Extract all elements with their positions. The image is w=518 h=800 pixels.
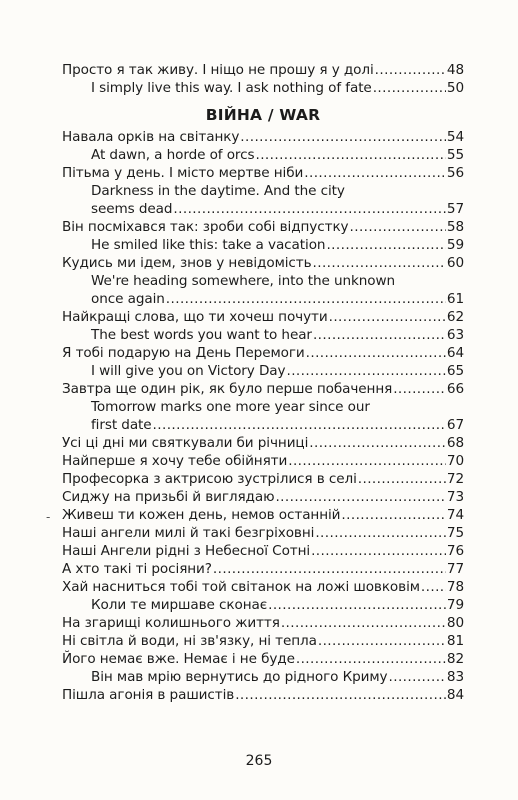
dot-leader [309, 434, 446, 452]
toc-entry-leader-line [62, 470, 464, 488]
toc-entry-leader-line [91, 416, 464, 434]
toc-entry-title: Найкращі слова, що ти хочеш почути [62, 309, 328, 325]
toc-entry-page-number: 70 [446, 453, 464, 469]
toc-entry-page-number: 48 [446, 62, 464, 78]
section-heading: ВІЙНА / WAR [205, 106, 321, 124]
toc-entry [62, 524, 464, 542]
dot-leader [311, 542, 446, 560]
toc-entry-title: The best words you want to hear [91, 327, 312, 343]
toc-entry-leader-line [62, 524, 464, 542]
toc-entry [62, 164, 464, 182]
toc-entry-title: Кудись ми ідем, знов у невідомість [62, 255, 312, 271]
dot-leader [373, 79, 446, 97]
toc-entry-page-number: 80 [446, 615, 464, 631]
toc-entry-leader-line [62, 308, 464, 326]
toc-entry-leader-line [62, 632, 464, 650]
toc-entry-title: Ні світла й води, ні зв'язку, ні тепла [62, 633, 317, 649]
toc-entry-leader-line [62, 61, 464, 79]
dot-leader [393, 380, 446, 398]
toc-entry-page-number: 58 [446, 219, 464, 235]
toc-entry [62, 128, 464, 146]
dot-leader [315, 524, 446, 542]
toc-entry [62, 146, 464, 164]
toc-entry-page-number: 54 [446, 129, 464, 145]
dot-leader [313, 326, 446, 344]
toc-entry [62, 542, 464, 560]
toc-entry-title: seems dead [91, 201, 173, 217]
toc-entry-leader-line [91, 236, 464, 254]
toc-entry-page-number: 66 [446, 381, 464, 397]
toc-entry [62, 308, 464, 326]
toc-entry-title: Професорка з актрисою зустрілися в селі [62, 471, 357, 487]
toc-entry [62, 272, 464, 308]
toc-entry-title: Навала орків на світанку [62, 129, 240, 145]
toc-entry-page-number: 56 [446, 165, 464, 181]
toc-entry-title: Усі ці дні ми святкували би річниці [62, 435, 309, 451]
toc-entry-leader-line [91, 79, 464, 97]
toc-entry-title: Він мав мрію вернутись до рідного Криму [91, 669, 388, 685]
toc-entry-page-number: 68 [446, 435, 464, 451]
dot-leader [173, 200, 445, 218]
dot-leader [341, 506, 445, 524]
toc-entry-page-number: 57 [446, 201, 464, 217]
dot-leader [296, 650, 446, 668]
toc-entry [62, 506, 464, 524]
toc-entry-page-number: 60 [446, 255, 464, 271]
toc-entry-title: Наші ангели милі й такі безгріховні [62, 525, 315, 541]
toc-entry-page-number: 63 [446, 327, 464, 343]
dot-leader [255, 146, 445, 164]
toc-entry-leader-line [62, 488, 464, 506]
toc-entry-leader-line [62, 128, 464, 146]
margin-mark: - [46, 510, 51, 524]
dot-leader [318, 632, 446, 650]
toc-entry-title: Найперше я хочу тебе обійняти [62, 453, 288, 469]
table-of-contents [62, 61, 464, 704]
toc-entry-leader-line [62, 344, 464, 362]
toc-entry [62, 614, 464, 632]
toc-entry-page-number: 59 [446, 237, 464, 253]
toc-entry [62, 79, 464, 97]
toc-entry-page-number: 73 [446, 489, 464, 505]
dot-leader [153, 416, 446, 434]
toc-entry-page-number: 79 [446, 597, 464, 613]
toc-entry-leader-line [91, 290, 464, 308]
toc-entry [62, 434, 464, 452]
toc-entry-title: Він посміхався так: зроби собі відпустку [62, 219, 349, 235]
toc-entry [62, 380, 464, 398]
toc-entry-page-number: 61 [446, 291, 464, 307]
toc-entry-title: I will give you on Victory Day [91, 363, 286, 379]
toc-entry [62, 61, 464, 79]
toc-entry-leader-line [62, 434, 464, 452]
toc-entry [62, 218, 464, 236]
dot-leader [350, 218, 446, 236]
toc-entry-title: Коли те миршаве сконає [91, 597, 268, 613]
toc-entry-title: Живеш ти кожен день, немов останній [62, 507, 341, 523]
toc-entry [62, 596, 464, 614]
toc-entry-page-number: 64 [446, 345, 464, 361]
dot-leader [235, 686, 446, 704]
dot-leader [375, 61, 446, 79]
toc-entry [62, 398, 464, 434]
toc-entry-leader-line [62, 452, 464, 470]
toc-entry-title: На згарищі колишнього життя [62, 615, 280, 631]
dot-leader [213, 560, 446, 578]
toc-entry-title: At dawn, a horde of orcs [91, 147, 255, 163]
toc-entry [62, 578, 464, 596]
toc-entry-page-number: 67 [446, 417, 464, 433]
toc-entry-leader-line [62, 218, 464, 236]
toc-entry-leader-line [62, 686, 464, 704]
toc-entry-title: Сиджу на призьбі й виглядаю [62, 489, 275, 505]
toc-entry-title: Завтра ще один рік, як було перше побачення [62, 381, 393, 397]
toc-entry-title: Просто я так живу. І ніщо не прошу я у долі [62, 62, 374, 78]
toc-entry-leader-line [91, 668, 464, 686]
toc-entry-leader-line [62, 506, 464, 524]
dot-leader [166, 290, 446, 308]
toc-entry-leader-line [62, 380, 464, 398]
toc-entry-title: Його немає вже. Немає і не буде [62, 651, 295, 667]
toc-entry-leader-line [62, 560, 464, 578]
toc-entry [62, 182, 464, 218]
toc-entry-page-number: 72 [446, 471, 464, 487]
toc-entry-page-number: 84 [446, 687, 464, 703]
dot-leader [326, 236, 445, 254]
toc-entry [62, 560, 464, 578]
toc-entry-title: first date [91, 417, 152, 433]
toc-entry-title: Я тобі подарую на День Перемоги [62, 345, 305, 361]
dot-leader [275, 488, 445, 506]
toc-entry [62, 254, 464, 272]
toc-entry [62, 488, 464, 506]
toc-entry-page-number: 82 [446, 651, 464, 667]
toc-entry-leader-line [62, 542, 464, 560]
dot-leader [304, 164, 446, 182]
toc-entry-title-line: We're heading somewhere, into the unknown [91, 273, 396, 289]
toc-entry-leader-line [62, 254, 464, 272]
toc-entry-page-number: 78 [446, 579, 464, 595]
dot-leader [240, 128, 446, 146]
toc-entry [62, 362, 464, 380]
toc-entry [62, 452, 464, 470]
toc-entry-leader-line [91, 200, 464, 218]
toc-entry-title: once again [91, 291, 165, 307]
toc-entry-title-line: Darkness in the daytime. And the city [91, 183, 345, 199]
toc-entry-page-number: 74 [446, 507, 464, 523]
toc-entry-leader-line [62, 614, 464, 632]
dot-leader [281, 614, 446, 632]
toc-entry [62, 326, 464, 344]
toc-entry-page-number: 62 [446, 309, 464, 325]
toc-entry-page-number: 65 [446, 363, 464, 379]
toc-entry-leader-line [91, 596, 464, 614]
toc-entry-page-number: 50 [446, 80, 464, 96]
toc-entry-leader-line [91, 146, 464, 164]
toc-entry-page-number: 81 [446, 633, 464, 649]
toc-entry-leader-line [62, 650, 464, 668]
toc-entry [62, 668, 464, 686]
toc-entry [62, 632, 464, 650]
dot-leader [306, 344, 446, 362]
toc-entry-title: Наші Ангели рідні з Небесної Сотні [62, 543, 311, 559]
dot-leader [358, 470, 446, 488]
toc-entry-page-number: 76 [446, 543, 464, 559]
toc-entry-title: He smiled like this: take a vacation [91, 237, 326, 253]
dot-leader [286, 362, 445, 380]
dot-leader [313, 254, 446, 272]
toc-entry-title: Хай насниться тобі той світанок на ложі шовковім [62, 579, 420, 595]
toc-entry [62, 470, 464, 488]
dot-leader [421, 578, 446, 596]
dot-leader [288, 452, 446, 470]
toc-entry-leader-line [91, 362, 464, 380]
toc-entry-page-number: 77 [446, 561, 464, 577]
toc-previous-section [62, 61, 464, 97]
toc-entry-leader-line [91, 326, 464, 344]
page-number: 265 [245, 753, 273, 769]
toc-entry [62, 686, 464, 704]
toc-entry [62, 650, 464, 668]
dot-leader [389, 668, 446, 686]
toc-entry-title: А хто такі ті росіяни? [62, 561, 212, 577]
toc-entry-title: I simply live this way. I ask nothing of fate [91, 80, 372, 96]
toc-entry-page-number: 55 [446, 147, 464, 163]
toc-entry-leader-line [62, 164, 464, 182]
dot-leader [329, 308, 446, 326]
toc-entry-page-number: 83 [446, 669, 464, 685]
toc-entry-leader-line [62, 578, 464, 596]
toc-entry-title: Пішла агонія в рашистів [62, 687, 235, 703]
toc-entry [62, 236, 464, 254]
toc-entry-title-line: Tomorrow marks one more year since our [91, 399, 370, 415]
toc-entry-title: Пітьма у день. І місто мертве ніби [62, 165, 304, 181]
toc-entry [62, 344, 464, 362]
toc-entry-page-number: 75 [446, 525, 464, 541]
toc-war-section [62, 128, 464, 704]
dot-leader [268, 596, 446, 614]
